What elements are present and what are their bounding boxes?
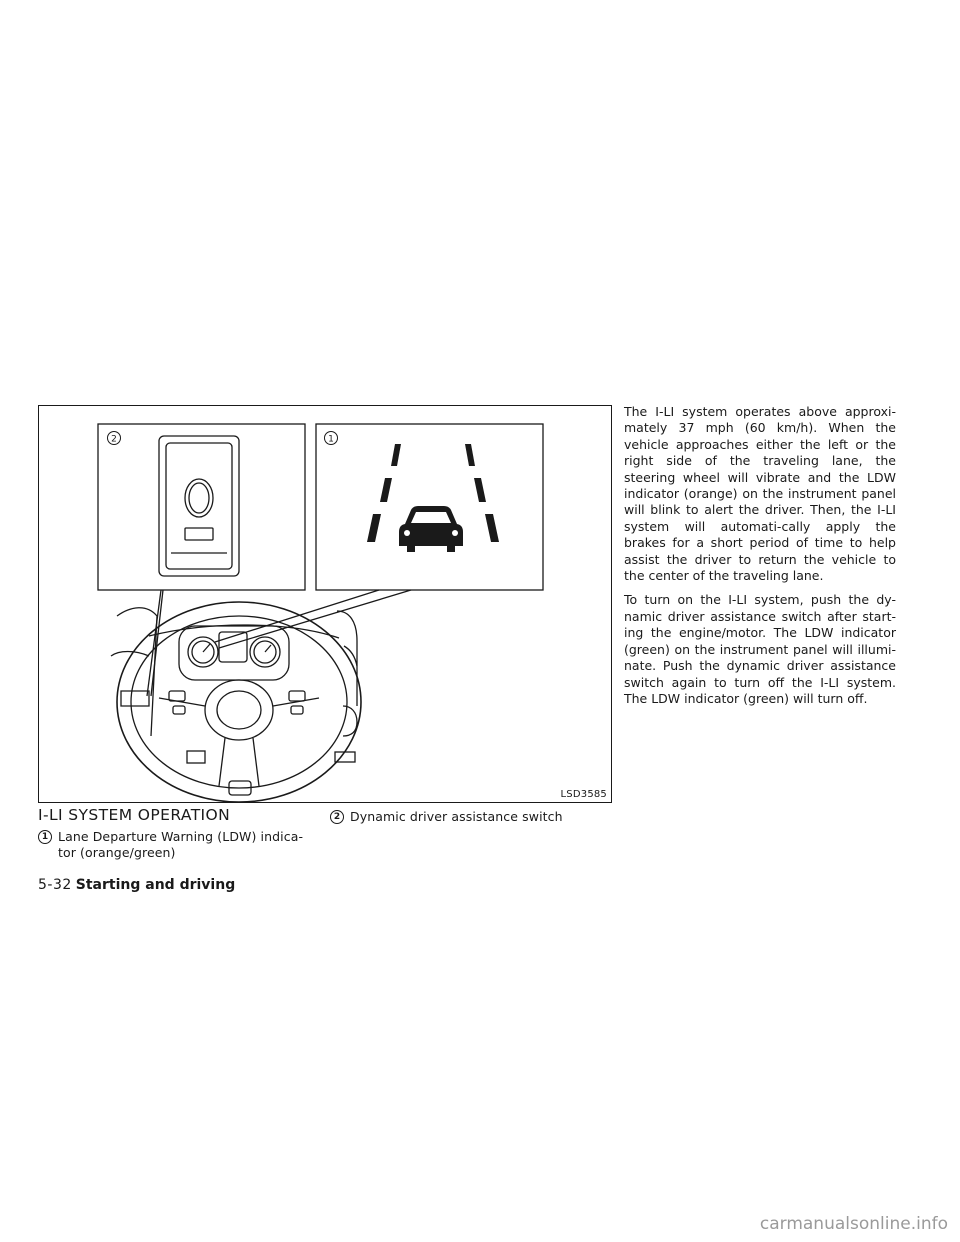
ldw-indicator-icon <box>367 444 499 552</box>
page-number: 5-32 <box>38 877 72 893</box>
figure-code: LSD3585 <box>560 789 607 800</box>
callout-item-2 <box>330 809 610 825</box>
inset-callout-2 <box>108 432 121 445</box>
page-footer <box>38 877 235 893</box>
body-paragraph-2: To turn on the I-LI system, push the dy-namic driver assistance switch after start-ing the engine/motor. The LDW indicator (green) on the instrument panel will illumi-nate. Push the dynamic driver assistance switch again to turn off the I-LI system. The LDW indicator (green) will turn off. <box>624 592 896 706</box>
callout-text-2: Dynamic driver assistance switch <box>350 809 563 824</box>
chapter-title: Starting and driving <box>75 877 236 893</box>
body-text-column <box>624 404 896 715</box>
switch-panel <box>159 436 239 576</box>
callout-number-1: 1 <box>38 830 52 844</box>
inset-callout-1 <box>325 432 338 445</box>
callout-item-1 <box>38 829 310 861</box>
section-title: I-LI SYSTEM OPERATION <box>38 806 231 824</box>
body-paragraph-1: The I-LI system operates above approxi-mately 37 mph (60 km/h). When the vehicle approaches either the left or the right side of the traveling lane, the steering wheel will vibrate and the LDW indicator (orange) on the instrument panel will blink to alert the driver. Then, the I-LI system will automati-cally apply the brakes for a short period of time to help assist the driver to return the vehicle to the center of the traveling lane. <box>624 404 896 584</box>
callout-text-1: Lane Departure Warning (LDW) indica-tor (orange/green) <box>58 829 304 860</box>
illustration-figure <box>38 405 612 803</box>
inset-callout-1-label: 1 <box>328 434 334 445</box>
inset-switch-box <box>98 424 305 590</box>
inset-callout-2-label: 2 <box>111 434 117 445</box>
watermark-link[interactable]: carmanualsonline.info <box>759 1214 948 1234</box>
dashboard-illustration <box>39 406 612 803</box>
callout-number-2: 2 <box>330 810 344 824</box>
